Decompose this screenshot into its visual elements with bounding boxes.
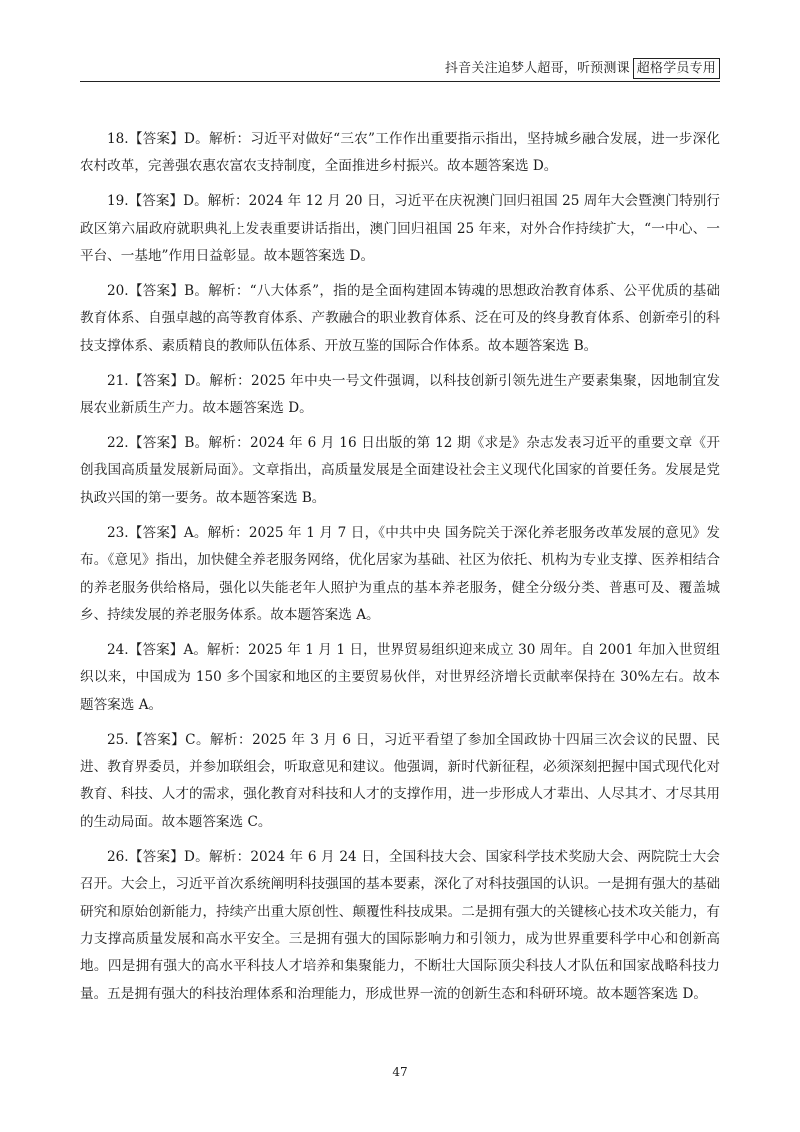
answer-item-26: 26.【答案】D。解析：2024 年 6 月 24 日，全国科技大会、国家科学技术奖励大会、两院院士大会召开。大会上，习近平首次系统阐明科技强国的基本要素，深化了对科技强国的认识。一是拥有强大的基础研究和原始创新能力，持续产出重大原创性、颠覆性科技成果。二是拥有强大的关键核心技术攻关能力，有力支撑高质量发展和高水平安全。三是拥有强大的国际影响力和引领力，成为世界重要科学中心和创新高地。四是拥有强大的高水平科技人才培养和集聚能力，不断壮大国际顶尖科技人才队伍和国家战略科技力量。五是拥有强大的科技治理体系和治理能力，形成世界一流的创新生态和科研环境。故本题答案选 D。 [80, 848, 720, 1002]
answer-list [80, 126, 720, 1016]
answer-item-23: 23.【答案】A。解析：2025 年 1 月 7 日，《中共中央 国务院关于深化养老服务改革发展的意见》发布。《意见》指出，加快健全养老服务网络，优化居家为基础、社区为依托、机构为专业支撑、医养相结合的养老服务供给格局，强化以失能老年人照护为重点的基本养老服务，健全分级分类、普惠可及、覆盖城乡、持续发展的养老服务体系。故本题答案选 A。 [80, 524, 720, 623]
header-boxed-label: 超格学员专用 [633, 58, 720, 79]
answer-item-22: 22.【答案】B。解析：2024 年 6 月 16 日出版的第 12 期《求是》杂志发表习近平的重要文章《开创我国高质量发展新局面》。文章指出，高质量发展是全面建设社会主义现代化国家的首要任务。发展是党执政兴国的第一要务。故本题答案选 B。 [80, 435, 720, 506]
answer-item-24: 24.【答案】A。解析：2025 年 1 月 1 日，世界贸易组织迎来成立 30 周年。自 2001 年加入世贸组织以来，中国成为 150 多个国家和地区的主要贸易伙伴，对世界经济增长贡献率保持在 30%左右。故本题答案选 A。 [80, 641, 720, 713]
answer-item-20: 20.【答案】B。解析：“八大体系”，指的是全面构建固本铸魂的思想政治教育体系、公平优质的基础教育体系、自强卓越的高等教育体系、产教融合的职业教育体系、泛在可及的终身教育体系、创新牵引的科技支撑体系、素质精良的教师队伍体系、开放互鉴的国际合作体系。故本题答案选 B。 [80, 283, 720, 354]
answer-item-21: 21.【答案】D。解析：2025 年中央一号文件强调，以科技创新引领先进生产要素集聚，因地制宜发展农业新质生产力。故本题答案选 D。 [80, 372, 720, 417]
header-rule [80, 81, 720, 82]
page-header [445, 58, 720, 79]
header-text: 抖音关注追梦人超哥，听预测课 [444, 60, 630, 76]
answer-item-18: 18.【答案】D。解析：习近平对做好“三农”工作作出重要指示指出，坚持城乡融合发展，进一步深化农村改革，完善强农惠农富农支持制度，全面推进乡村振兴。故本题答案选 D。 [80, 131, 720, 175]
page-number: 47 [392, 1065, 408, 1079]
answer-item-25: 25.【答案】C。解析：2025 年 3 月 6 日，习近平看望了参加全国政协十四届三次会议的民盟、民进、教育界委员，并参加联组会，听取意见和建议。他强调，新时代新征程，必须深刻把握中国式现代化对教育、科技、人才的需求，强化教育对科技和人才的支撑作用，进一步形成人才辈出、人尽其才、才尽其用的生动局面。故本题答案选 C。 [80, 731, 720, 830]
answer-item-19: 19.【答案】D。解析：2024 年 12 月 20 日，习近平在庆祝澳门回归祖国 25 周年大会暨澳门特别行政区第六届政府就职典礼上发表重要讲话指出，澳门回归祖国 25 年来，对外合作持续扩大，“一中心、一平台、一基地”作用日益彰显。故本题答案选 D。 [80, 193, 720, 265]
